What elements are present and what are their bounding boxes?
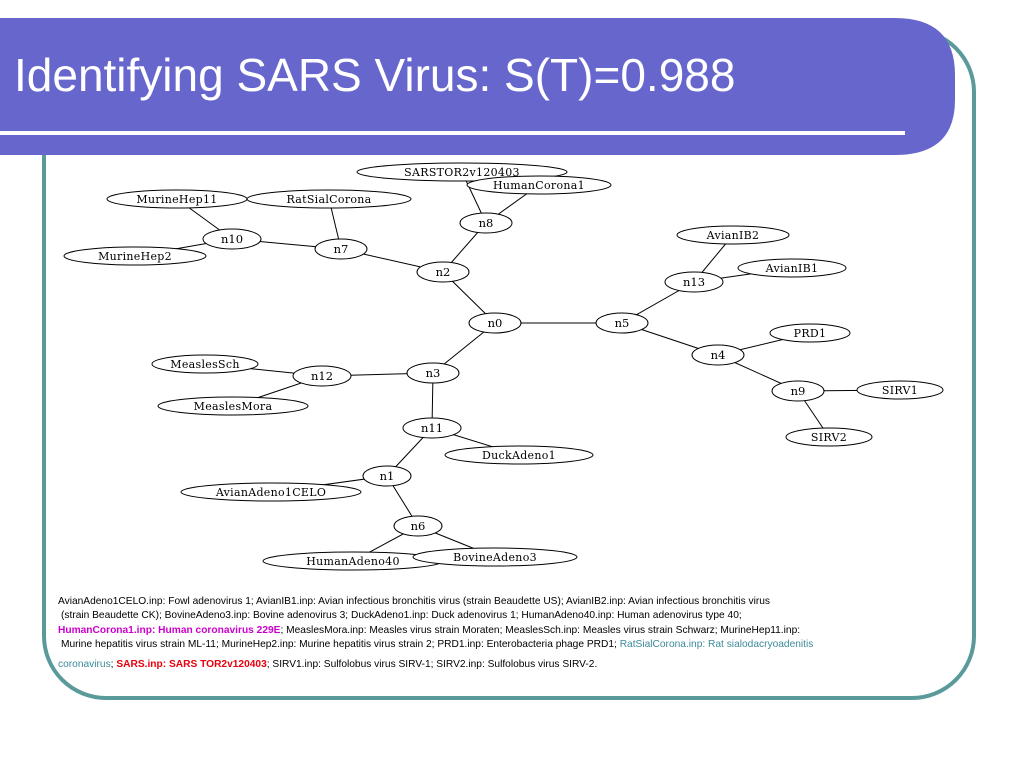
slide-title: Identifying SARS Virus: S(T)=0.988 [14,49,736,101]
leaf-label-measlessch: MeaslesSch [170,358,240,371]
leaf-bovineadeno3 [413,548,577,566]
node-label-n8: n8 [478,216,494,230]
node-n10 [203,229,261,249]
node-label-n10: n10 [220,232,244,246]
node-label-n3: n3 [425,366,441,380]
leaf-label-prd1: PRD1 [793,327,827,340]
leaf-label-sarstor2v120403: SARSTOR2v120403 [404,166,520,179]
caption-sep: ; [110,659,117,671]
node-label-n0: n0 [487,316,503,330]
leaf-ratsialcorona [247,190,411,208]
coronavirus-highlight: coronavirus [58,659,111,671]
leaf-label-murinehep11: MurineHep11 [136,193,218,206]
node-n12 [293,366,351,386]
node-n3 [407,363,459,383]
caption-line-5-text: ; SIRV1.inp: Sulfolobus virus SIRV-1; SIRV2.inp: Sulfolobus virus SIRV-2. [266,659,598,671]
node-n8 [460,213,512,233]
leaf-label-sirv1: SIRV1 [881,384,919,397]
sars-highlight: SARS.inp: SARS TOR2v120403 [116,659,267,671]
caption-line-4-text: Murine hepatitis virus strain ML-11; MurineHep2.inp: Murine hepatitis virus strain 2; PRD1.inp: Enterobacteria phage PRD1; [61,638,620,650]
leaf-label-avianib2: AvianIB2 [706,229,760,242]
caption-line-5 [58,658,938,672]
caption-line-2: (strain Beaudette CK); BovineAdeno3.inp: Bovine adenovirus 3; DuckAdeno1.inp: Duck adenovirus 1; HumanAdeno40.inp: Human adenovirus type 40; [61,610,742,622]
leaf-humancorona1 [467,176,611,194]
node-label-n11: n11 [420,421,444,435]
node-label-n2: n2 [435,265,451,279]
leaf-duckadeno1 [445,446,593,464]
node-n11 [403,418,461,438]
node-label-n7: n7 [333,242,349,256]
leaf-label-humanadeno40: HumanAdeno40 [306,555,400,568]
node-label-n12: n12 [310,369,334,383]
node-label-n6: n6 [410,519,426,533]
leaf-measlesmora [158,397,308,415]
node-n0 [469,313,521,333]
node-n6 [394,516,442,536]
node-label-n9: n9 [790,384,806,398]
node-label-n13: n13 [682,275,706,289]
node-n5 [596,313,648,333]
leaf-label-duckadeno1: DuckAdeno1 [482,449,556,462]
leaf-label-murinehep2: MurineHep2 [98,250,172,263]
node-n13 [665,272,723,292]
tree-nodes [64,163,943,570]
leaf-avianadeno1celo [181,483,361,501]
node-label-n4: n4 [710,348,726,362]
leaf-label-humancorona1: HumanCorona1 [493,179,585,192]
node-n7 [315,239,367,259]
node-label-n5: n5 [614,316,630,330]
legend-caption [58,595,938,672]
caption-line-1: AvianAdeno1CELO.inp: Fowl adenovirus 1; AvianIB1.inp: Avian infectious bronchitis virus (strain Beaudette US); AvianIB2.inp: Avian infectious bronchitis virus [58,596,771,607]
leaf-label-bovineadeno3: BovineAdeno3 [453,551,537,564]
caption-line-3-text: ; MeaslesMora.inp: Measles virus strain Moraten; MeaslesSch.inp: Measles virus strain Schwarz; MurineHep11.inp: [280,624,801,636]
leaf-label-sirv2: SIRV2 [810,431,848,444]
leaf-murinehep2 [64,247,206,265]
human-corona-highlight: HumanCorona1.inp: Human coronavirus 229E [58,624,281,636]
node-n9 [772,381,824,401]
leaf-avianib2 [677,226,789,244]
node-n4 [692,345,744,365]
leaf-label-avianadeno1celo: AvianAdeno1CELO [215,486,327,499]
node-n2 [417,262,469,282]
leaf-prd1 [770,324,850,342]
leaf-murinehep11 [107,190,247,208]
leaf-avianib1 [738,259,846,277]
leaf-sirv2 [786,428,872,446]
leaf-measlessch [152,355,258,373]
leaf-label-ratsialcorona: RatSialCorona [286,193,372,206]
node-n1 [363,466,411,486]
leaf-label-avianib1: AvianIB1 [765,262,819,275]
leaf-sirv1 [857,381,943,399]
leaf-label-measlesmora: MeaslesMora [193,400,273,413]
caption-line-4 [58,638,938,652]
rat-sial-corona-highlight: RatSialCorona.inp: Rat sialodacryoadenitis [619,638,814,650]
node-label-n1: n1 [379,469,395,483]
caption-line-3 [58,624,938,638]
